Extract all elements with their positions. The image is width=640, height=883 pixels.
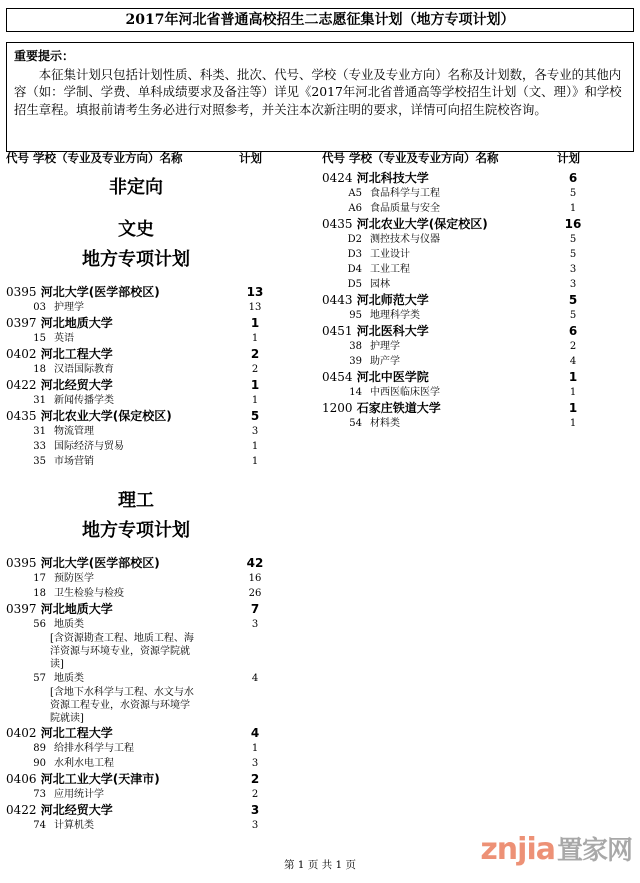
school-label [322, 170, 429, 186]
major-label [6, 586, 244, 601]
school-plan: 1 [250, 378, 260, 392]
watermark-logo [480, 830, 632, 867]
school-row [322, 400, 584, 416]
major-plan: 13 [248, 302, 262, 313]
major-code: 15 [33, 333, 46, 344]
school-label [6, 555, 160, 571]
major-code: D4 [347, 264, 362, 275]
major-row [6, 671, 266, 686]
major-code: 33 [33, 441, 46, 452]
col-header-plan: 计划 [239, 151, 262, 165]
major-name: 工业设计 [370, 249, 410, 260]
school-plan: 42 [246, 556, 264, 570]
major-plan: 26 [248, 588, 262, 599]
major-row [6, 439, 266, 454]
school-code: 0435 [6, 409, 37, 423]
school-name: 河北地质大学 [40, 316, 113, 330]
major-plan: 3 [569, 264, 577, 275]
major-plan: 1 [251, 743, 259, 754]
school-label [322, 400, 441, 416]
school-row [6, 771, 266, 787]
school-label [322, 323, 429, 339]
school-code: 0451 [322, 324, 353, 338]
major-code: D2 [347, 234, 362, 245]
major-code: 38 [349, 341, 362, 352]
major-row [322, 232, 584, 247]
major-row [6, 331, 266, 346]
school-plan: 16 [564, 217, 582, 231]
major-row [322, 201, 584, 216]
major-label [6, 571, 244, 586]
major-plan: 4 [251, 673, 259, 684]
school-code: 0395 [6, 285, 37, 299]
school-label [6, 315, 113, 331]
school-label [6, 802, 113, 818]
major-plan: 2 [251, 789, 259, 800]
major-row [6, 393, 266, 408]
school-code: 0406 [6, 772, 37, 786]
major-plan: 1 [569, 387, 577, 398]
major-plan: 5 [569, 310, 577, 321]
major-label [322, 247, 562, 262]
right-list [322, 170, 584, 431]
school-code: 0402 [6, 726, 37, 740]
major-label [6, 424, 244, 439]
major-row [322, 186, 584, 201]
major-name: 工业工程 [370, 264, 410, 275]
school-code: 1200 [322, 401, 353, 415]
major-row [322, 385, 584, 400]
major-plan: 4 [569, 356, 577, 367]
section-wenshi: 文史 [118, 219, 154, 240]
major-plan: 1 [251, 333, 259, 344]
major-label [6, 671, 244, 686]
school-row [322, 216, 584, 232]
school-code: 0397 [6, 602, 37, 616]
school-name: 河北经贸大学 [40, 378, 113, 392]
major-row [6, 818, 266, 833]
major-label [322, 201, 562, 216]
notice-body: 本征集计划只包括计划性质、科类、批次、代号、学校（专业及专业方向）名称及计划数，各专业的其他内容（如：学制、学费、单科成绩要求及备注等）详见《2017年河北省普通高等学校招生计划（文、理）》和学校招生章程。填报前请考生务必进行对照参考，并关注本次新注明的要求，详情可向招生院校咨询。 [14, 66, 622, 117]
major-name: 食品质量与安全 [370, 203, 440, 214]
major-name: 卫生检验与检疫 [54, 588, 124, 599]
major-name: 地理科学类 [370, 310, 420, 321]
col-header-code: 代号 [6, 151, 29, 165]
major-label [6, 818, 244, 833]
major-row [322, 416, 584, 431]
major-code: 73 [33, 789, 46, 800]
school-label [6, 725, 113, 741]
school-name: 河北中医学院 [356, 370, 429, 384]
school-plan: 2 [250, 772, 260, 786]
major-name: 市场营销 [54, 456, 94, 467]
major-row [322, 247, 584, 262]
major-code: 56 [33, 619, 46, 630]
school-row [322, 170, 584, 186]
school-code: 0395 [6, 556, 37, 570]
major-label [6, 393, 244, 408]
major-label [6, 787, 244, 802]
school-name: 河北大学(医学部校区) [40, 285, 160, 299]
major-code: 35 [33, 456, 46, 467]
major-plan: 5 [569, 188, 577, 199]
major-name: 英语 [54, 333, 74, 344]
major-code: A6 [348, 203, 362, 214]
section-ligong-sub: 地方专项计划 [82, 520, 190, 541]
school-plan: 13 [246, 285, 264, 299]
major-code: D5 [347, 279, 362, 290]
major-code: 54 [349, 418, 362, 429]
major-code: A5 [348, 188, 362, 199]
major-plan: 1 [251, 395, 259, 406]
school-label [6, 771, 160, 787]
major-name: 水利水电工程 [54, 758, 114, 769]
major-name: 物流管理 [54, 426, 94, 437]
school-label [322, 292, 429, 308]
major-plan: 3 [251, 426, 259, 437]
major-name: 园林 [370, 279, 390, 290]
school-name: 河北农业大学(保定校区) [40, 409, 172, 423]
major-plan: 3 [569, 279, 577, 290]
page-footer: 第 1 页 共 1 页 [283, 859, 357, 871]
major-code: 39 [349, 356, 362, 367]
major-name: 地质类 [54, 673, 84, 684]
school-plan: 1 [568, 401, 578, 415]
school-code: 0397 [6, 316, 37, 330]
school-row [6, 725, 266, 741]
col-header-plan: 计划 [557, 151, 580, 165]
major-row [322, 339, 584, 354]
school-plan: 6 [568, 324, 578, 338]
major-code: 03 [33, 302, 46, 313]
major-name: 中西医临床医学 [370, 387, 440, 398]
major-label [322, 385, 562, 400]
school-row [322, 292, 584, 308]
school-code: 0402 [6, 347, 37, 361]
major-name: 应用统计学 [54, 789, 104, 800]
school-label [322, 216, 488, 232]
school-name: 石家庄铁道大学 [356, 401, 441, 415]
major-label [322, 277, 562, 292]
school-plan: 1 [568, 370, 578, 384]
major-row [6, 571, 266, 586]
column-header [6, 150, 266, 166]
school-row [6, 315, 266, 331]
major-name: 预防医学 [54, 573, 94, 584]
major-code: 18 [33, 588, 46, 599]
school-row [6, 284, 266, 300]
school-name: 河北农业大学(保定校区) [356, 217, 488, 231]
school-row [6, 601, 266, 617]
school-label [6, 284, 160, 300]
major-note: [含资源勘查工程、地质工程、海洋资源与环境专业，资源学院就读] [50, 633, 194, 670]
major-code: 14 [349, 387, 362, 398]
major-code: 18 [33, 364, 46, 375]
ligong-list [6, 555, 266, 833]
major-plan: 1 [569, 418, 577, 429]
school-name: 河北大学(医学部校区) [40, 556, 160, 570]
school-row [6, 346, 266, 362]
major-row [6, 424, 266, 439]
school-code: 0454 [322, 370, 353, 384]
major-code: 31 [33, 395, 46, 406]
section-ligong: 理工 [118, 490, 154, 511]
major-name: 给排水科学与工程 [54, 743, 134, 754]
major-code: D3 [347, 249, 362, 260]
major-plan: 3 [251, 619, 259, 630]
major-name: 护理学 [370, 341, 400, 352]
major-plan: 5 [569, 234, 577, 245]
major-row [6, 454, 266, 469]
major-code: 31 [33, 426, 46, 437]
col-header-code: 代号 [322, 151, 345, 165]
major-row [322, 277, 584, 292]
major-name: 新闻传播学类 [54, 395, 114, 406]
major-label [6, 362, 244, 377]
major-code: 74 [33, 820, 46, 831]
school-row [322, 323, 584, 339]
major-row [322, 354, 584, 369]
right-column [322, 150, 584, 431]
school-row [322, 369, 584, 385]
major-plan: 1 [251, 441, 259, 452]
school-plan: 6 [568, 171, 578, 185]
major-label [6, 617, 244, 632]
school-code: 0435 [322, 217, 353, 231]
major-note: [含地下水科学与工程、水文与水资源工程专业，水资源与环境学院就读] [50, 687, 194, 724]
major-plan: 1 [251, 456, 259, 467]
col-header-school: 学校（专业及专业方向）名称 [349, 151, 499, 165]
watermark-cn: 置家网 [556, 836, 632, 866]
school-code: 0422 [6, 803, 37, 817]
major-row [6, 741, 266, 756]
major-name: 材料类 [370, 418, 400, 429]
section-wenshi-sub: 地方专项计划 [82, 249, 190, 270]
major-plan: 1 [569, 203, 577, 214]
major-row [322, 308, 584, 323]
major-label [322, 354, 562, 369]
major-plan: 3 [251, 758, 259, 769]
page-title: 2017年河北省普通高校招生二志愿征集计划（地方专项计划） [6, 8, 634, 32]
major-row [322, 262, 584, 277]
major-label [6, 300, 244, 315]
major-name: 计算机类 [54, 820, 94, 831]
school-plan: 1 [250, 316, 260, 330]
col-header-school: 学校（专业及专业方向）名称 [33, 151, 183, 165]
school-name: 河北医科大学 [356, 324, 429, 338]
school-label [6, 346, 113, 362]
major-label [6, 741, 244, 756]
school-plan: 5 [250, 409, 260, 423]
major-code: 57 [33, 673, 46, 684]
major-code: 90 [33, 758, 46, 769]
left-column [6, 150, 266, 833]
school-code: 0424 [322, 171, 353, 185]
major-label [322, 232, 562, 247]
school-row [6, 555, 266, 571]
notice-heading: 重要提示： [14, 49, 75, 63]
school-code: 0443 [322, 293, 353, 307]
school-row [6, 802, 266, 818]
major-row [6, 300, 266, 315]
section-type: 非定向 [109, 177, 163, 198]
school-plan: 3 [250, 803, 260, 817]
school-plan: 2 [250, 347, 260, 361]
major-name: 护理学 [54, 302, 84, 313]
school-code: 0422 [6, 378, 37, 392]
column-header [322, 150, 584, 166]
school-name: 河北工业大学(天津市) [40, 772, 160, 786]
school-plan: 7 [250, 602, 260, 616]
major-label [322, 416, 562, 431]
major-label [322, 339, 562, 354]
major-name: 地质类 [54, 619, 84, 630]
major-code: 17 [33, 573, 46, 584]
major-plan: 5 [569, 249, 577, 260]
school-name: 河北工程大学 [40, 726, 113, 740]
school-label [6, 377, 113, 393]
major-plan: 3 [251, 820, 259, 831]
notice-box [6, 42, 634, 152]
school-label [6, 408, 172, 424]
major-name: 助产学 [370, 356, 400, 367]
major-name: 测控技术与仪器 [370, 234, 440, 245]
major-label [6, 331, 244, 346]
major-label [322, 186, 562, 201]
school-name: 河北师范大学 [356, 293, 429, 307]
major-code: 89 [33, 743, 46, 754]
major-code: 95 [349, 310, 362, 321]
major-row [6, 617, 266, 632]
major-name: 国际经济与贸易 [54, 441, 124, 452]
school-label [6, 601, 113, 617]
major-label [322, 262, 562, 277]
school-label [322, 369, 429, 385]
watermark-latin: znjia [480, 832, 555, 867]
school-row [6, 408, 266, 424]
major-row [6, 362, 266, 377]
major-plan: 2 [569, 341, 577, 352]
major-plan: 16 [248, 573, 262, 584]
school-plan: 5 [568, 293, 578, 307]
major-name: 食品科学与工程 [370, 188, 440, 199]
major-label [322, 308, 562, 323]
school-name: 河北工程大学 [40, 347, 113, 361]
major-plan: 2 [251, 364, 259, 375]
school-name: 河北科技大学 [356, 171, 429, 185]
major-label [6, 439, 244, 454]
school-row [6, 377, 266, 393]
school-name: 河北地质大学 [40, 602, 113, 616]
major-row [6, 586, 266, 601]
major-label [6, 454, 244, 469]
major-name: 汉语国际教育 [54, 364, 114, 375]
major-label [6, 756, 244, 771]
major-row [6, 787, 266, 802]
school-plan: 4 [250, 726, 260, 740]
wenshi-list [6, 284, 266, 469]
school-name: 河北经贸大学 [40, 803, 113, 817]
major-row [6, 756, 266, 771]
